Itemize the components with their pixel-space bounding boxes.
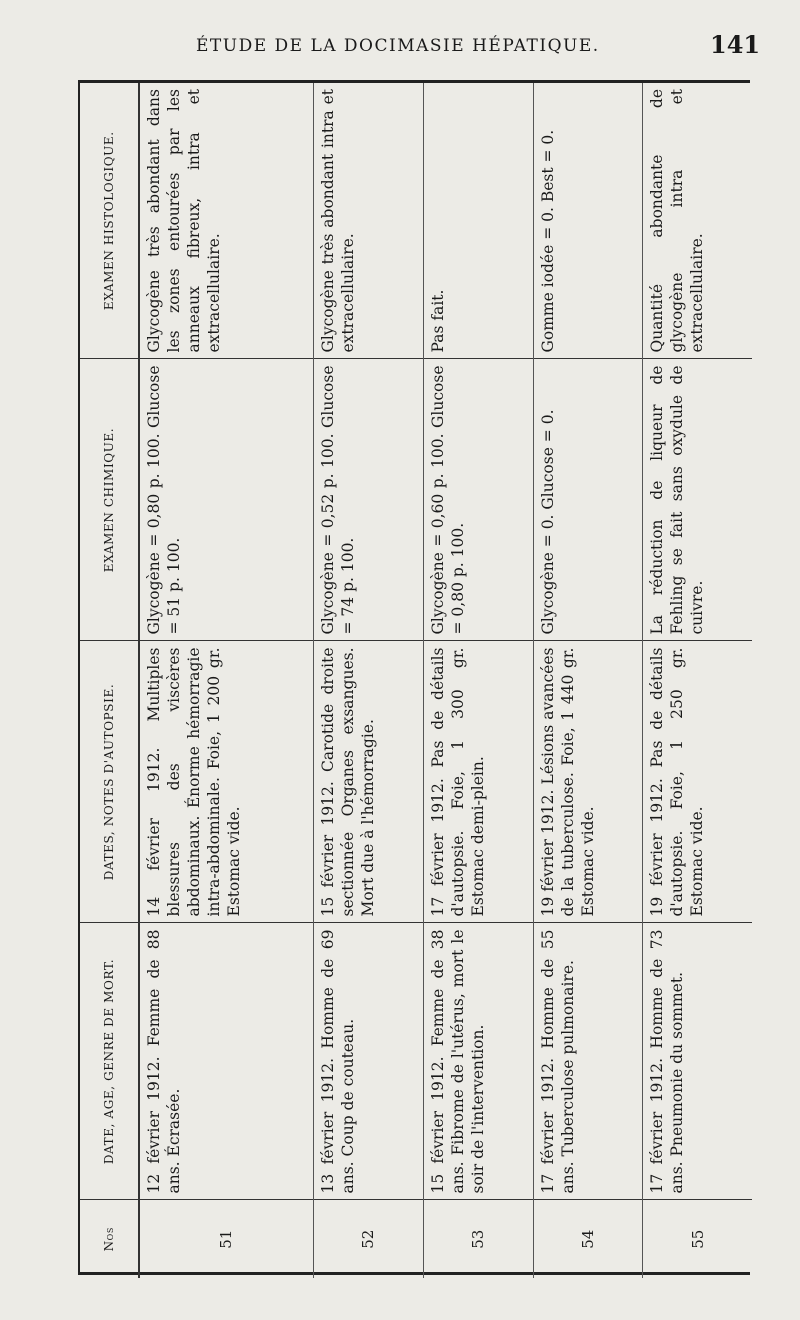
histology-cell: Pas fait. <box>423 83 533 359</box>
column-header-number: Nos <box>80 1200 139 1278</box>
date-age-cell: 17 février 1912. Homme de 73 ans. Pneumonie du sommet. <box>643 923 752 1200</box>
date-age-cell: 12 février 1912. Femme de 88 ans. Écrasée. <box>139 923 313 1200</box>
autopsy-cell: 14 février 1912. Multiples blessures des viscères abdominaux. Énorme hémorragie intra-abdominale. Foie, 1 200 gr. Estomac vide. <box>139 641 313 923</box>
running-title: ÉTUDE DE LA DOCIMASIE HÉPATIQUE. <box>196 36 600 56</box>
case-number: 52 <box>313 1200 423 1278</box>
case-number: 51 <box>139 1200 313 1278</box>
column-header-date-age: DATE, AGE, GENRE DE MORT. <box>80 923 139 1200</box>
histology-cell: Quantité abondante de glycogène intra et extracellulaire. <box>643 83 752 359</box>
table-row <box>643 83 752 1278</box>
chemical-cell: Glycogène = 0,60 p. 100. Glucose = 0,80 p. 100. <box>423 359 533 641</box>
autopsy-cell: 19 février 1912. Pas de détails d'autopsie. Foie, 1 250 gr. Estomac vide. <box>643 641 752 923</box>
column-header-autopsy: DATES, NOTES D'AUTOPSIE. <box>80 641 139 923</box>
autopsy-table-frame <box>78 80 750 1275</box>
autopsy-cell: 15 février 1912. Carotide droite sectionnée Organes exsangues. Mort due à l'hémorragie. <box>313 641 423 923</box>
histology-cell: Gomme iodée = 0. Best = 0. <box>533 83 643 359</box>
column-header-chemical: EXAMEN CHIMIQUE. <box>80 359 139 641</box>
table-row <box>139 83 313 1278</box>
chemical-cell: Glycogène = 0. Glucose = 0. <box>533 359 643 641</box>
date-age-cell: 15 février 1912. Femme de 38 ans. Fibrome de l'utérus, mort le soir de l'intervention. <box>423 923 533 1200</box>
table-row <box>423 83 533 1278</box>
date-age-cell: 17 février 1912. Homme de 55 ans. Tuberculose pulmonaire. <box>533 923 643 1200</box>
column-header-histology: EXAMEN HISTOLOGIQUE. <box>80 83 139 359</box>
autopsy-cell: 17 février 1912. Pas de détails d'autopsie. Foie, 1 300 gr. Estomac demi-plein. <box>423 641 533 923</box>
table-row <box>313 83 423 1278</box>
case-number: 55 <box>688 1229 707 1249</box>
autopsy-cell: 19 février 1912. Lésions avancées de la tuberculose. Foie, 1 440 gr. Estomac vide. <box>533 641 643 923</box>
date-age-cell: 13 février 1912. Homme de 69 ans. Coup de couteau. <box>313 923 423 1200</box>
table-row <box>533 83 643 1278</box>
histology-cell: Glycogène très abondant dans les zones entourées par les anneaux fibreux, intra et extracellulaire. <box>139 83 313 359</box>
case-number: 54 <box>533 1200 643 1278</box>
chemical-cell: La réduction de liqueur de Fehling se fait sans oxydule de cuivre. <box>643 359 752 641</box>
histology-cell: Glycogène très abondant intra et extracellulaire. <box>313 83 423 359</box>
page-number: 141 <box>710 30 761 59</box>
autopsy-table <box>80 83 752 1278</box>
chemical-cell: Glycogène = 0,52 p. 100. Glucose = 74 p. 100. <box>313 359 423 641</box>
case-number: 53 <box>423 1200 533 1278</box>
rotated-table-container <box>80 83 752 1278</box>
chemical-cell: Glycogène = 0,80 p. 100. Glucose = 51 p. 100. <box>139 359 313 641</box>
table-header-row <box>80 83 139 1278</box>
